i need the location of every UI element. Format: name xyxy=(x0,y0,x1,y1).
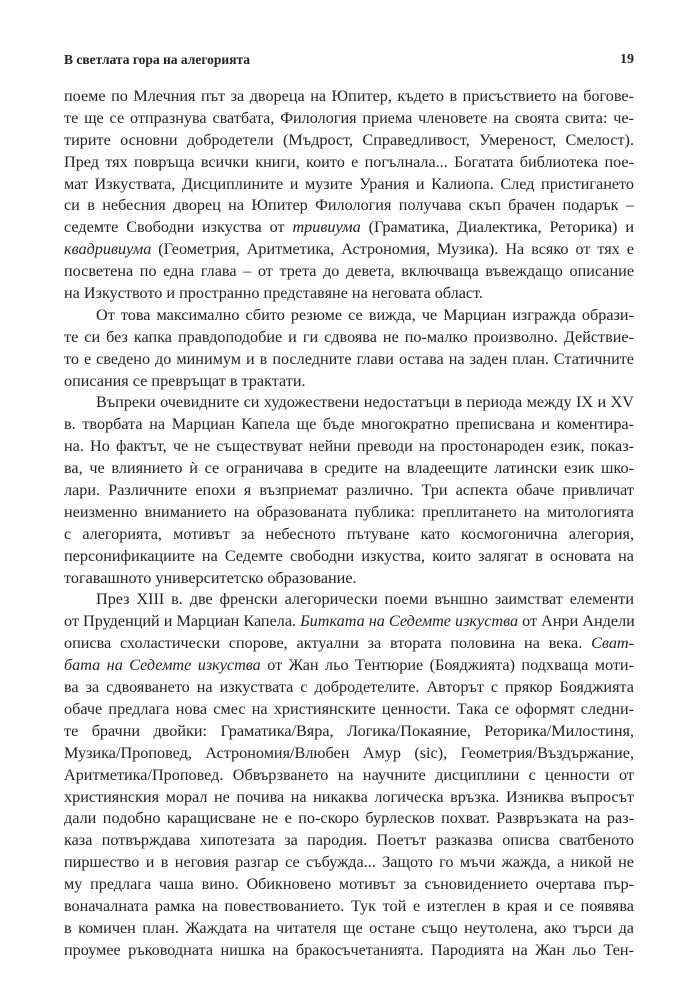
page-number: 19 xyxy=(620,52,634,67)
body-text xyxy=(64,86,634,962)
text-line: Музика/Проповед, Астрономия/Влюбен Амур (sic), Геометрия/Въздържание, xyxy=(64,743,634,762)
text-line: квадривиума (Геометрия, Аритметика, Астрономия, Музика). На всяко от тях е xyxy=(64,240,634,259)
text-line: Аритметика/Проповед. Обвързването на научните дисциплини с ценности от xyxy=(64,765,634,784)
italic-phrase: Битката на Седемте изкуства xyxy=(300,612,519,631)
text-line: те брачни двойки: Граматика/Вяра, Логика/Покаяние, Реторика/Милостиня, xyxy=(64,721,634,740)
text-line: мат Изкуствата, Дисциплините и музите Урания и Калиопа. След пристигането xyxy=(64,174,634,193)
text-line: посветена по една глава – от трета до девета, включваща въвеждащо описание xyxy=(64,262,634,281)
italic-phrase: бата на Седемте изкуства xyxy=(64,656,261,675)
text-line: Пред тях повръща всички книги, които е погълнала... Богатата библиотека пое- xyxy=(64,152,634,171)
text-line: те си без капка правдоподобие и ги сдвоява не по-малко произволно. Действие- xyxy=(64,327,634,346)
running-header xyxy=(64,52,634,74)
text-line: От това максимално сбито резюме се вижда, че Марциан изгражда образи- xyxy=(96,305,634,324)
text-line: обаче предлага нова смес на християнските ценности. Така се оформят следни- xyxy=(64,699,634,718)
text-line: в. творбата на Марциан Капела ще бъде многократно преписвана и коментира- xyxy=(64,415,634,434)
text-line: проумее ръководната нишка на бракосъчетанията. Пародията на Жан льо Тен- xyxy=(64,940,634,959)
text-line: тогавашното университетско образование. xyxy=(64,568,357,587)
italic-phrase: квадривиума xyxy=(64,240,152,259)
text-line: бата на Седемте изкуства от Жан льо Тентюрие (Бояджията) подхваща моти- xyxy=(64,656,634,675)
text-line: поеме по Млечния път за двореца на Юпитер, където в присъствието на богове- xyxy=(64,87,634,105)
text-line: каза потвърждава хипотезата за пародия. Поетът разказва описва сватбеното xyxy=(64,831,634,850)
text-line: дали подобно каращисване не е по-скоро бурлесков похват. Развръзката на раз- xyxy=(64,809,634,828)
text-line: персонификациите на Седемте свободни изкуства, които залягат в основата на xyxy=(64,546,634,565)
text-line: те ще се отпразнува сватбата, Филология приема членовете на своята свита: че- xyxy=(64,108,634,127)
text-line: то е сведено до минимум и в последните глави остава на заден план. Статичните xyxy=(64,349,634,368)
text-line: пиршество и в неговия разгар се събужда... Защото го мъчи жажда, а никой не xyxy=(64,853,634,872)
text-line: ва, че влиянието ѝ се ограничава в средите на владеещите латински език шко- xyxy=(64,459,634,478)
italic-phrase: тривиума xyxy=(292,218,361,237)
text-line: описания се превръщат в трактати. xyxy=(64,371,306,390)
text-line: тирите основни добродетели (Мъдрост, Справедливост, Умереност, Смелост). xyxy=(64,130,634,149)
text-line: с алегорията, мотивът за небесното пътуване като космогонична алегория, xyxy=(64,524,634,543)
text-line: лари. Различните епохи я възприемат различно. Три аспекта обаче привличат xyxy=(64,481,634,500)
text-line: седемте Свободни изкуства от тривиума (Граматика, Диалектика, Реторика) и xyxy=(64,218,634,237)
text-line: в комичен план. Жаждата на читателя ще остане също неутолена, ако търси да xyxy=(64,918,634,937)
text-line: ва за сдвояването на изкуствата с добродетелите. Авторът с прякор Бояджията xyxy=(64,678,634,697)
text-line: на Изкуството и пространно представяне на неговата област. xyxy=(64,284,483,303)
running-title: В светлата гора на алегорията xyxy=(64,52,251,67)
text-line: си в небесния дворец на Юпитер Филология получава скъп брачен подарък – xyxy=(64,196,634,215)
text-line: му предлага чаша вино. Обикновено мотивът за съновидението очертава пър- xyxy=(64,875,634,894)
text-line: на. Но фактът, че не съществуват нейни преводи на простонароден език, показ- xyxy=(64,437,634,456)
text-line: воначалната рамка на повествованието. Тук той е изтеглен в края и се появява xyxy=(64,896,634,915)
text-line: християнския морал не почива на никаква логическа връзка. Изниква въпросът xyxy=(64,787,634,806)
text-line: През XIII в. две френски алегорически поеми външно заимстват елементи xyxy=(96,590,634,609)
text-line: неизменно вниманието на образованата публика: преплитането на митологията xyxy=(64,502,634,521)
italic-phrase: Сват- xyxy=(591,634,634,653)
text-line: Въпреки очевидните си художествени недостатъци в периода между IX и XV xyxy=(96,393,634,412)
text-line: описва схоластически спорове, актуални за втората половина на века. Сват- xyxy=(64,634,634,653)
text-line: от Пруденций и Марциан Капела. Битката на Седемте изкуства от Анри Андели xyxy=(64,612,635,631)
